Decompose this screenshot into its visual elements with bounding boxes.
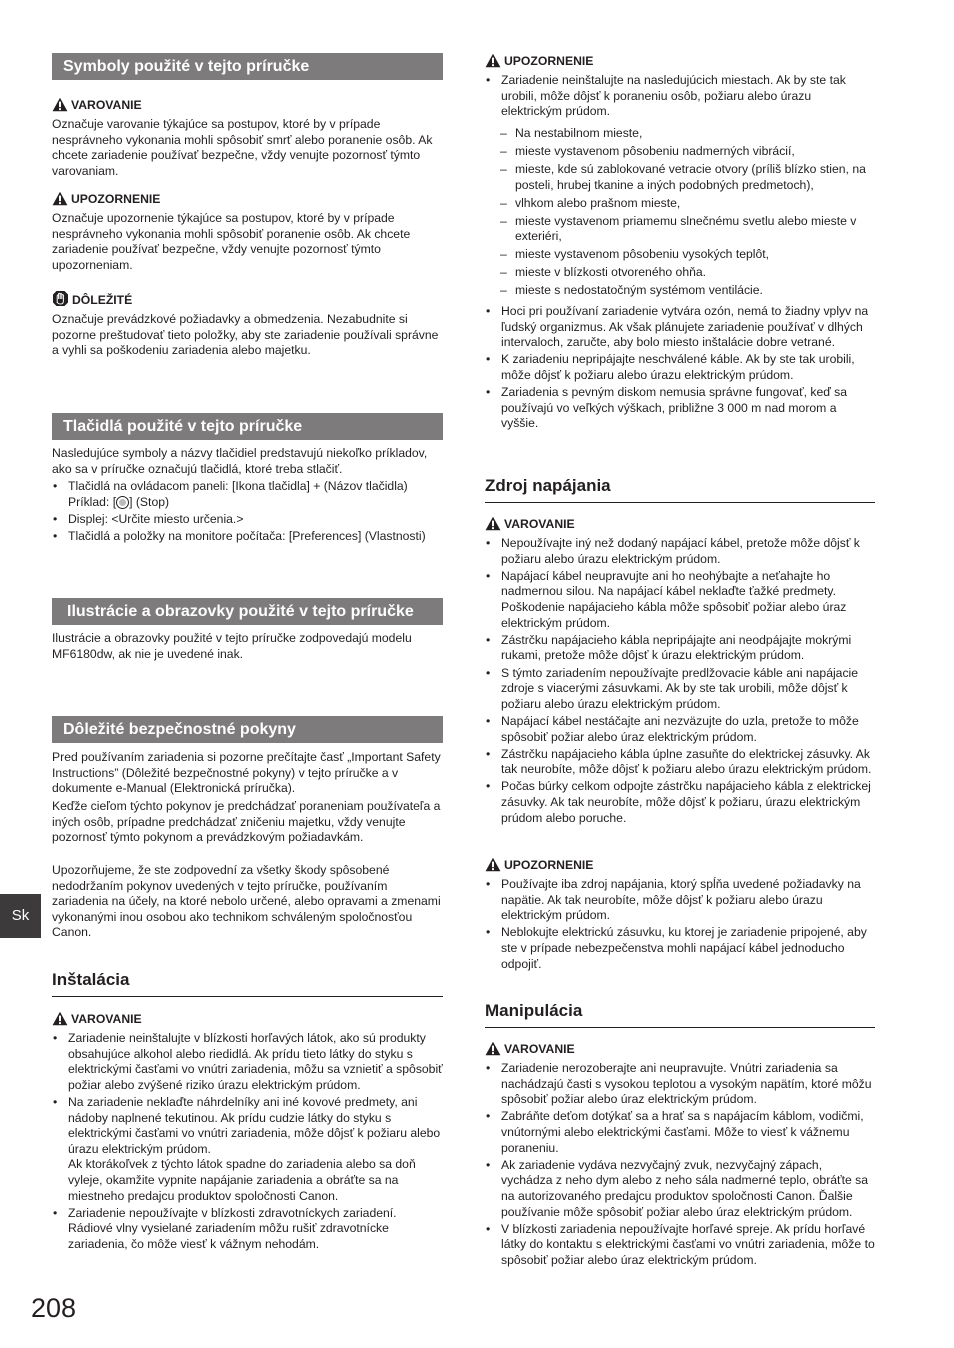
warning-triangle-icon — [485, 53, 501, 68]
warning-triangle-icon — [485, 857, 501, 872]
symbols-warning-label: VAROVANIE — [52, 96, 443, 114]
power-caution-label: UPOZORNENIE — [485, 856, 875, 874]
installation-places-list — [485, 126, 875, 301]
list-item: – vlhkom alebo prašnom mieste, — [485, 196, 875, 212]
installation-caution-list-2 — [485, 304, 875, 434]
list-item: • Na zariadenie neklaďte náhrdelníky ani iné kovové predmety, ani nádoby naplnené tekutinou. Ak prídu cudzie látky do styku s elektrickými časťami vo vnútri zariadenia, môže dôjsť k požiaru alebo úrazu elektrickým prúdom. Ak ktorákoľvek z týchto látok spadne do zariadenia alebo sa doň vyleje, okamžite vypnite napájanie zariadenia a obráťte sa na miestneho predajcu produktov spoločnosti Canon. — [52, 1095, 443, 1204]
warning-triangle-icon — [52, 97, 68, 112]
stop-button-icon — [116, 496, 129, 509]
symbols-important-label: DÔLEŽITÉ — [52, 290, 443, 308]
safety-paragraph-1: Pred používaním zariadenia si pozorne prečítajte časť „Important Safety Instructions” (Dôležité bezpečnostné pokyny) v tejto príručke a v dokumente e-Manual (Elektronická príručka). — [52, 750, 441, 796]
section-handling-title: Manipulácia — [485, 999, 875, 1028]
list-item: • S týmto zariadením nepoužívajte predlžovacie káble ani napájacie zdroje s viacerými zásuvkami. Ak by ste tak urobili, môže dôjsť k požiaru alebo úrazu elektrickým prúdom. — [485, 666, 875, 713]
list-item: – mieste vystavenom pôsobeniu nadmerných vibrácií, — [485, 144, 875, 160]
power-caution-list — [485, 877, 875, 974]
list-item: • Zariadenia s pevným diskom nemusia správne fungovať, keď sa používajú vo veľkých výškach, približne 3 000 m nad morom a vyššie. — [485, 385, 875, 432]
warning-triangle-icon — [52, 191, 68, 206]
installation-warning-label: VAROVANIE — [52, 1010, 443, 1028]
handling-warning-list — [485, 1061, 875, 1270]
list-item: • V blízkosti zariadenia nepoužívajte horľavé spreje. Ak prídu horľavé látky do kontaktu s elektrickými časťami vo vnútri zariadenia, môže to spôsobiť požiar alebo úraz elektrickým prúdom. — [485, 1222, 875, 1269]
safety-paragraph-3: Upozorňujeme, že ste zodpovední za všetky škody spôsobené nedodržaním pokynov uvedených v tejto príručke, používaním zariadenia na účely, na ktoré nebolo určené, alebo opravami a zmenami vykonanými inou osobou ako technikom schváleným spoločnosťou Canon. — [52, 863, 441, 940]
list-item: • Zariadenie neinštalujte na nasledujúcich miestach. Ak by ste tak urobili, môže dôjsť k poraneniu osôb, požiaru alebo úrazu elektrickým prúdom. — [485, 73, 875, 120]
list-item: • Tlačidlá na ovládacom paneli: [Ikona tlačidla] + (Názov tlačidla) Príklad: [ ] (Stop) — [52, 479, 443, 510]
section-buttons-title: Tlačidlá použité v tejto príručke — [52, 413, 443, 440]
list-item: – mieste v blízkosti otvoreného ohňa. — [485, 265, 875, 281]
list-item: • Zabráňte deťom dotýkať sa a hrať sa s napájacím káblom, vodičmi, vnútornými alebo elektrickými časťami. Môže to viesť k vážnemu poraneniu. — [485, 1109, 875, 1156]
list-item: • Zástrčku napájacieho kábla úplne zasuňte do elektrickej zásuvky. Ak tak neurobíte, môže dôjsť k požiaru alebo úrazu elektrickým prúdom. — [485, 747, 875, 778]
list-item: • Napájací kábel neupravujte ani ho neohýbajte a neťahajte ho nadmernou silou. Na napájací kábel neklaďte ťažké predmety. Poškodenie napájacieho kábla môže spôsobiť požiar alebo úraz elektrickým prúdom. — [485, 569, 875, 631]
warning-triangle-icon — [485, 1041, 501, 1056]
symbols-caution-label: UPOZORNENIE — [52, 190, 443, 208]
list-item: • Zariadenie neinštalujte v blízkosti horľavých látok, ako sú produkty obsahujúce alkohol alebo riedidlá. Ak prídu tieto látky do styku s elektrickými časťami vo vnútri zariadenia, môžu sa vznietiť a spôsobiť požiar alebo zvýšené riziko úrazu elektrickým prúdom. — [52, 1031, 443, 1093]
symbols-warning-text: Označuje varovanie týkajúce sa postupov, ktoré by v prípade nesprávneho vykonania mohli spôsobiť smrť alebo poranenie osôb. Ak chcete zariadenie používať bezpečne, vždy venujte pozornosť týmto varovaniam. — [52, 117, 433, 178]
buttons-intro: Nasledujúce symboly a názvy tlačidiel predstavujú niekoľko príkladov, ako sa v príručke označujú tlačidlá, ktoré treba stlačiť. — [52, 446, 428, 476]
symbols-important-text: Označuje prevádzkové požiadavky a obmedzenia. Nezabudnite si pozorne preštudovať tieto položky, aby ste zariadenie používali správne a vyhli sa poškodeniu zariadenia alebo majetku. — [52, 312, 439, 358]
list-item: • Ak zariadenie vydáva nezvyčajný zvuk, nezvyčajný zápach, vychádza z neho dym alebo z neho sála nadmerné teplo, obráťte sa na autorizovaného predajcu produktov spoločnosti Canon. Ďalšie používanie môže spôsobiť požiar alebo úraz elektrickým prúdom. — [485, 1158, 875, 1220]
page-number: 208 — [31, 1293, 77, 1323]
list-item: – mieste, kde sú zablokované vetracie otvory (príliš blízko stien, na posteli, hrubej tkanine a iných podobných predmetoch), — [485, 162, 875, 193]
power-warning-label: VAROVANIE — [485, 515, 875, 533]
handling-warning-label: VAROVANIE — [485, 1040, 875, 1058]
section-installation-title: Inštalácia — [52, 968, 443, 997]
list-item: • Zariadenie nerozoberajte ani neupravujte. Vnútri zariadenia sa nachádzajú časti s vysokou teplotou a vysokým napätím, ktoré môžu spôsobiť požiar alebo úraz elektrickým prúdom. — [485, 1061, 875, 1108]
warning-triangle-icon — [52, 1011, 68, 1026]
warning-triangle-icon — [485, 516, 501, 531]
power-warning-list — [485, 536, 875, 828]
list-item: – mieste vystavenom priamemu slnečnému svetlu alebo mieste v exteriéri, — [485, 214, 875, 245]
list-item: • Neblokujte elektrickú zásuvku, ku ktorej je zariadenie pripojené, aby ste v prípade nebezpečenstva mohli napájací kábel jednoducho odpojiť. — [485, 925, 875, 972]
list-item: – mieste s nedostatočným systémom ventilácie. — [485, 283, 875, 299]
section-safety-title: Dôležité bezpečnostné pokyny — [52, 716, 443, 743]
language-tab: Sk — [0, 894, 41, 938]
important-icon — [52, 290, 69, 307]
list-item: – Na nestabilnom mieste, — [485, 126, 875, 142]
list-item: • Zástrčku napájacieho kábla nepripájajte ani neodpájajte mokrými rukami, pretože môže dôjsť k úrazu elektrickým prúdom. — [485, 633, 875, 664]
symbols-caution-text: Označuje upozornenie týkajúce sa postupov, ktoré by v prípade nesprávneho vykonania mohli spôsobiť poranenie osôb. Ak chcete zariadenie používať bezpečne, vždy venujte pozornosť týmto upozorneniam. — [52, 211, 411, 272]
section-power-title: Zdroj napájania — [485, 474, 875, 503]
list-item: • Zariadenie nepoužívajte v blízkosti zdravotníckych zariadení. Rádiové vlny vysielané zariadením môžu rušiť zdravotnícke zariadenia, čo môže viesť k vážnym nehodám. — [52, 1206, 443, 1253]
installation-caution-label: UPOZORNENIE — [485, 52, 875, 70]
list-item: • Hoci pri používaní zariadenie vytvára ozón, nemá to žiadny vplyv na ľudský organizmus. Ak však plánujete zariadenie používať v dlhých intervaloch, zaručte, aby bolo miesto inštalácie dobre vetrané. — [485, 304, 875, 351]
list-item: • K zariadeniu nepripájajte neschválené káble. Ak by ste tak urobili, môže dôjsť k požiaru alebo úrazu elektrickým prúdom. — [485, 352, 875, 383]
section-illustrations-title: Ilustrácie a obrazovky použité v tejto príručke — [52, 598, 443, 625]
list-item: – mieste vystavenom pôsobeniu vysokých teplôt, — [485, 247, 875, 263]
installation-warning-list — [52, 1031, 443, 1254]
installation-caution-list — [485, 73, 875, 120]
section-symbols-title: Symboly použité v tejto príručke — [52, 53, 443, 80]
list-item: • Displej: <Určite miesto určenia.> — [52, 512, 443, 528]
list-item: • Nepoužívajte iný než dodaný napájací kábel, pretože môže dôjsť k požiaru alebo úrazu elektrickým prúdom. — [485, 536, 875, 567]
illustrations-text: Ilustrácie a obrazovky použité v tejto príručke zodpovedajú modelu MF6180dw, ak nie je uvedené inak. — [52, 631, 412, 661]
list-item: • Napájací kábel nestáčajte ani nezväzujte do uzla, pretože to môže spôsobiť požiar alebo úraz elektrickým prúdom. — [485, 714, 875, 745]
list-item: • Používajte iba zdroj napájania, ktorý spĺňa uvedené požiadavky na napätie. Ak tak neurobíte, môže dôjsť k požiaru alebo úrazu elektrickým prúdom. — [485, 877, 875, 924]
safety-paragraph-2: Keďže cieľom týchto pokynov je predchádzať poraneniam používateľa a iných osôb, prípadne predchádzať zničeniu majetku, vždy venujte pozornosť týmto pokynom a prevádzkovým požiadavkám. — [52, 799, 441, 845]
buttons-list — [52, 479, 443, 546]
list-item: • Tlačidlá a položky na monitore počítača: [Preferences] (Vlastnosti) — [52, 529, 443, 545]
list-item: • Počas búrky celkom odpojte zástrčku napájacieho kábla z elektrickej zásuvky. Ak tak neurobíte, môže dôjsť k požiaru, úrazu elektrickým prúdom alebo poruche. — [485, 779, 875, 826]
